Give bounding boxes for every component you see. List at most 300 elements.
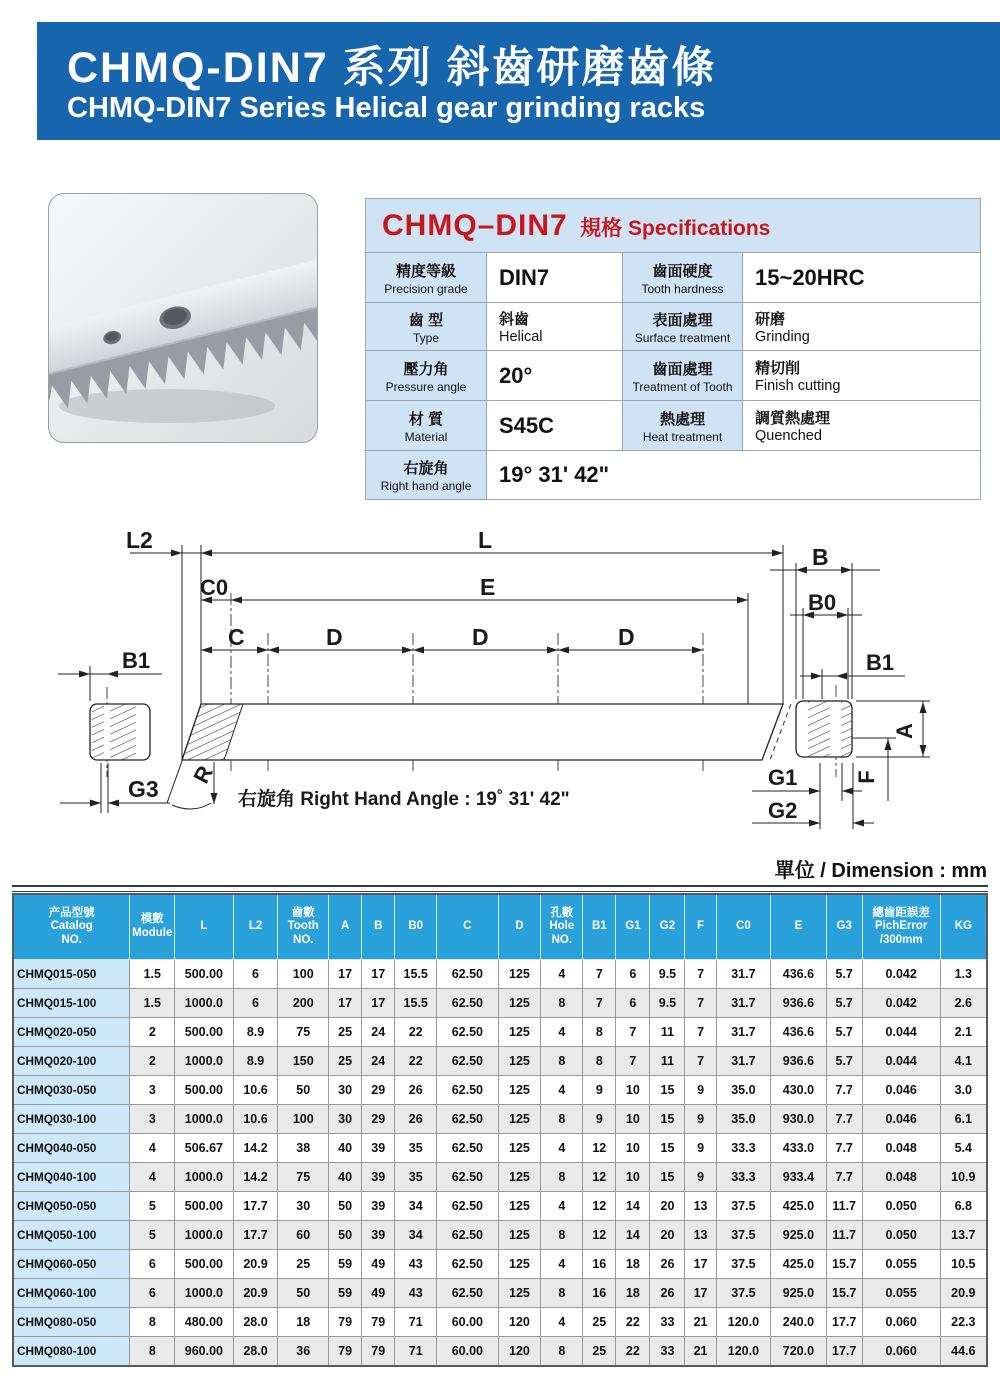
spec-label-zh: 齒面硬度 [652,262,713,280]
cell-G1: 10 [616,1076,650,1105]
cell-G1: 6 [616,960,650,989]
cell-L: 480.00 [175,1308,233,1337]
page-title-zh: CHMQ-DIN7 系列 斜齒研磨齒條 [67,44,717,92]
spec-value-precision-grade [487,253,623,303]
cell-B1: 25 [583,1337,616,1367]
cell-tooth-no: 100 [278,1105,329,1134]
cell-B0: 15.5 [395,989,437,1018]
cell-F: 7 [685,1047,716,1076]
spec-label-en: Right hand angle [380,479,472,493]
col-header-kg: KG [940,894,987,960]
cell-catalog-no: CHMQ030-100 [13,1105,130,1134]
cell-kg: 6.1 [940,1105,987,1134]
cell-B0: 22 [395,1047,437,1076]
cell-B: 24 [362,1047,395,1076]
cell-G2: 15 [650,1134,685,1163]
cell-hole-no: 8 [541,1047,583,1076]
cell-tooth-no: 75 [278,1163,329,1192]
cell-pich-error: 0.055 [862,1250,940,1279]
spec-label-type [366,303,487,351]
cell-D: 125 [498,1279,541,1308]
cell-G1: 7 [616,1047,650,1076]
cell-kg: 1.3 [940,960,987,989]
cell-G1: 6 [616,989,650,1018]
cell-G3: 11.7 [826,1221,862,1250]
cell-pich-error: 0.042 [862,960,940,989]
cell-module: 2 [130,1018,175,1047]
cell-catalog-no: CHMQ020-100 [13,1047,130,1076]
cell-C: 60.00 [437,1308,498,1337]
spec-label-en: Precision grade [384,281,468,296]
spec-label-zh: 右旋角 [403,460,449,477]
cell-C: 62.50 [437,1192,498,1221]
cell-D: 125 [498,960,541,989]
dim-label-a: A [892,723,917,739]
cell-G1: 18 [616,1250,650,1279]
cell-C: 62.50 [437,1047,498,1076]
cell-G2: 15 [650,1076,685,1105]
gear-rack-body [49,257,317,413]
cell-pich-error: 0.055 [862,1279,940,1308]
cell-B1: 8 [583,1047,616,1076]
spec-value-zh: 精切削 [755,360,801,377]
cell-F: 13 [685,1221,716,1250]
cell-A: 40 [329,1163,362,1192]
cell-tooth-no: 100 [278,960,329,989]
dim-label-g1: G1 [768,765,798,790]
table-row [13,1163,987,1192]
col-header-B0: B0 [395,894,437,960]
spec-label-zh: 壓力角 [403,360,449,378]
cell-tooth-no: 30 [278,1192,329,1221]
spec-label-en: Heat treatment [642,429,723,444]
cell-E: 436.6 [771,1018,827,1047]
cell-C: 62.50 [437,960,498,989]
cell-hole-no: 8 [541,1163,583,1192]
cell-G1: 10 [616,1163,650,1192]
cell-tooth-no: 50 [278,1279,329,1308]
dimension-diagram [0,515,1000,865]
cell-E: 933.4 [771,1163,827,1192]
table-row [13,1337,987,1367]
spec-value-text: 20° [499,362,533,388]
spec-value-heat-treatment [743,401,981,451]
cell-L: 1000.0 [175,1105,233,1134]
cell-G2: 11 [650,1047,685,1076]
table-row [13,1105,987,1134]
cell-G3: 17.7 [826,1308,862,1337]
cell-kg: 20.9 [940,1279,987,1308]
cell-F: 9 [685,1163,716,1192]
cell-tooth-no: 18 [278,1308,329,1337]
cell-B0: 43 [395,1250,437,1279]
spec-value-treatment-of-tooth [743,351,981,401]
cell-kg: 3.0 [940,1076,987,1105]
cell-catalog-no: CHMQ030-050 [13,1076,130,1105]
cell-F: 7 [685,1018,716,1047]
dim-label-b1-right: B1 [866,650,895,675]
cell-catalog-no: CHMQ040-100 [13,1163,130,1192]
dim-label-g3: G3 [128,776,159,802]
cell-A: 59 [329,1250,362,1279]
cell-module: 6 [130,1279,175,1308]
cell-catalog-no: CHMQ080-100 [13,1337,130,1367]
spec-label-en: Surface treatment [634,330,731,345]
dim-label-b0: B0 [808,590,837,615]
cell-kg: 44.6 [940,1337,987,1367]
spec-value-en: Helical [499,329,543,345]
cell-catalog-no: CHMQ020-050 [13,1018,130,1047]
cell-E: 720.0 [771,1337,827,1367]
cell-B: 29 [362,1105,395,1134]
table-row [13,1134,987,1163]
cell-pich-error: 0.042 [862,989,940,1018]
cell-L2: 6 [233,989,278,1018]
cell-C0: 120.0 [716,1337,771,1367]
cell-tooth-no: 200 [278,989,329,1018]
cell-E: 925.0 [771,1221,827,1250]
cell-F: 21 [685,1337,716,1367]
cell-C0: 35.0 [716,1105,771,1134]
cell-B0: 26 [395,1105,437,1134]
col-header-tooth-no: 齒數 Tooth NO. [278,894,329,960]
cell-A: 17 [329,989,362,1018]
cell-C0: 35.0 [716,1076,771,1105]
photo-shadow [59,389,275,423]
dim-label-e: E [480,574,496,600]
spec-value-text: 15~20HRC [755,264,865,290]
cell-hole-no: 4 [541,1134,583,1163]
cell-B: 39 [362,1163,395,1192]
cell-A: 79 [329,1337,362,1367]
cell-D: 125 [498,1076,541,1105]
cell-module: 3 [130,1105,175,1134]
cell-A: 25 [329,1047,362,1076]
right-hand-angle-note: 右旋角 Right Hand Angle : 19˚ 31' 42" [238,789,570,810]
cell-L: 1000.0 [175,1047,233,1076]
cell-B0: 22 [395,1018,437,1047]
cell-pich-error: 0.060 [862,1308,940,1337]
cell-L2: 8.9 [233,1047,278,1076]
spec-label-precision-grade [366,253,487,303]
spec-value-en: Quenched [755,428,822,444]
cell-hole-no: 4 [541,1250,583,1279]
cell-D: 125 [498,1250,541,1279]
spec-label-tooth-hardness [623,253,743,303]
cell-L: 500.00 [175,1192,233,1221]
cell-F: 9 [685,1134,716,1163]
cell-C0: 37.5 [716,1192,771,1221]
cell-kg: 13.7 [940,1221,987,1250]
cell-L: 960.00 [175,1337,233,1367]
cell-L: 1000.0 [175,989,233,1018]
table-row [13,1018,987,1047]
spec-value-type [487,303,623,351]
cell-pich-error: 0.044 [862,1018,940,1047]
cell-D: 125 [498,1163,541,1192]
cell-L2: 17.7 [233,1192,278,1221]
cell-G1: 22 [616,1337,650,1367]
cell-C: 62.50 [437,1221,498,1250]
cell-D: 125 [498,1221,541,1250]
cell-tooth-no: 60 [278,1221,329,1250]
cell-E: 433.0 [771,1134,827,1163]
col-header-B1: B1 [583,894,616,960]
dim-label-r: R [188,761,218,788]
cell-catalog-no: CHMQ015-050 [13,960,130,989]
cell-G2: 20 [650,1221,685,1250]
cell-B: 17 [362,989,395,1018]
cell-hole-no: 8 [541,1337,583,1367]
spec-value-text: DIN7 [499,264,550,290]
cell-hole-no: 4 [541,960,583,989]
cell-pich-error: 0.060 [862,1337,940,1367]
cell-G2: 11 [650,1018,685,1047]
cell-B1: 9 [583,1076,616,1105]
spec-value-en: Grinding [755,329,810,345]
cell-C0: 31.7 [716,1047,771,1076]
product-photo [48,193,318,443]
cell-C: 60.00 [437,1337,498,1367]
cell-A: 25 [329,1018,362,1047]
cell-L2: 6 [233,960,278,989]
table-row [13,1047,987,1076]
cell-pich-error: 0.050 [862,1192,940,1221]
cell-F: 9 [685,1105,716,1134]
cell-B0: 35 [395,1134,437,1163]
cell-F: 7 [685,960,716,989]
rack-end-view-right [796,701,852,757]
cell-kg: 2.1 [940,1018,987,1047]
cell-B: 39 [362,1134,395,1163]
spec-value-surface-treatment [743,303,981,351]
cell-L: 500.00 [175,1076,233,1105]
cell-E: 936.6 [771,989,827,1018]
col-header-A: A [329,894,362,960]
cell-C: 62.50 [437,989,498,1018]
cell-module: 8 [130,1308,175,1337]
spec-table [365,198,981,500]
cell-C: 62.50 [437,1134,498,1163]
spec-label-en: Treatment of Tooth [632,379,733,394]
cell-B1: 12 [583,1163,616,1192]
table-row [13,1221,987,1250]
spec-label-right-hand-angle [366,451,487,500]
cell-F: 7 [685,989,716,1018]
cell-catalog-no: CHMQ015-100 [13,989,130,1018]
spec-value-zh: 調質熱處理 [755,410,831,427]
cell-kg: 10.9 [940,1163,987,1192]
spec-value-right-hand-angle [487,451,981,500]
cell-D: 120 [498,1337,541,1367]
cell-B: 39 [362,1221,395,1250]
cell-G3: 15.7 [826,1250,862,1279]
cell-B1: 9 [583,1105,616,1134]
cell-F: 17 [685,1250,716,1279]
cell-L: 500.00 [175,960,233,989]
dim-label-g2: G2 [768,798,798,823]
cell-C0: 31.7 [716,989,771,1018]
col-header-catalog: 产品型號 Catalog NO. [13,894,130,960]
col-header-L: L [175,894,233,960]
cell-kg: 5.4 [940,1134,987,1163]
cell-L2: 14.2 [233,1163,278,1192]
cell-L: 1000.0 [175,1163,233,1192]
cell-G3: 5.7 [826,1047,862,1076]
cell-G1: 10 [616,1134,650,1163]
col-header-hole-no: 孔數 Hole NO. [541,894,583,960]
cell-module: 1.5 [130,989,175,1018]
cell-hole-no: 4 [541,1308,583,1337]
cell-G2: 15 [650,1105,685,1134]
cell-C0: 33.3 [716,1134,771,1163]
cell-tooth-no: 50 [278,1076,329,1105]
cell-hole-no: 8 [541,1279,583,1308]
cell-D: 125 [498,989,541,1018]
cell-B0: 34 [395,1221,437,1250]
cell-hole-no: 4 [541,1076,583,1105]
dim-label-c0: C0 [200,575,229,600]
cell-module: 8 [130,1337,175,1367]
cell-G1: 14 [616,1221,650,1250]
cell-D: 125 [498,1047,541,1076]
unit-note: 單位 / Dimension : mm [774,860,987,882]
cell-D: 125 [498,1105,541,1134]
col-header-C: C [437,894,498,960]
col-header-pich-error: 總齒距誤差 PichError /300mm [862,894,940,960]
cell-A: 30 [329,1076,362,1105]
divider-rule [12,885,988,892]
page-title-banner [37,22,1000,140]
cell-tooth-no: 150 [278,1047,329,1076]
cell-E: 930.0 [771,1105,827,1134]
cell-B1: 7 [583,960,616,989]
cell-G2: 9.5 [650,960,685,989]
cell-A: 50 [329,1192,362,1221]
spec-label-zh: 表面處理 [652,311,713,329]
spec-label-en: Material [404,429,448,444]
cell-pich-error: 0.048 [862,1134,940,1163]
dim-label-d: D [326,624,343,650]
specs-table [12,893,988,1367]
cell-D: 125 [498,1192,541,1221]
cell-B1: 12 [583,1221,616,1250]
dim-label-b1-left: B1 [122,648,151,673]
cell-C0: 120.0 [716,1308,771,1337]
cell-catalog-no: CHMQ060-050 [13,1250,130,1279]
cell-catalog-no: CHMQ050-100 [13,1221,130,1250]
spec-title [366,199,981,253]
cell-E: 425.0 [771,1250,827,1279]
cell-C: 62.50 [437,1018,498,1047]
cell-module: 4 [130,1134,175,1163]
spec-label-en: Tooth hardness [641,281,724,296]
cell-module: 4 [130,1163,175,1192]
dim-label-b: B [812,544,829,570]
cell-hole-no: 4 [541,1192,583,1221]
cell-G3: 5.7 [826,960,862,989]
page-title-en: CHMQ-DIN7 Series Helical gear grinding racks [67,92,706,124]
table-row [13,1308,987,1337]
cell-G3: 7.7 [826,1134,862,1163]
cell-B1: 16 [583,1250,616,1279]
table-row [13,1279,987,1308]
spec-label-zh: 熱處理 [659,410,705,428]
spec-label-surface-treatment [623,303,743,351]
col-header-E: E [771,894,827,960]
cell-B: 49 [362,1279,395,1308]
cell-D: 120 [498,1308,541,1337]
cell-F: 21 [685,1308,716,1337]
cell-pich-error: 0.048 [862,1163,940,1192]
cell-kg: 10.5 [940,1250,987,1279]
cell-L2: 8.9 [233,1018,278,1047]
rack-illustration [49,194,317,442]
spec-label-en: Pressure angle [385,379,467,394]
col-header-L2: L2 [233,894,278,960]
cell-L2: 20.9 [233,1279,278,1308]
cell-F: 9 [685,1076,716,1105]
cell-C: 62.50 [437,1105,498,1134]
cell-C0: 31.7 [716,960,771,989]
cell-C0: 37.5 [716,1279,771,1308]
col-header-B: B [362,894,395,960]
cell-A: 17 [329,960,362,989]
cell-G2: 26 [650,1250,685,1279]
cell-L: 500.00 [175,1018,233,1047]
cell-tooth-no: 36 [278,1337,329,1367]
cell-C0: 37.5 [716,1250,771,1279]
cell-G1: 22 [616,1308,650,1337]
cell-G2: 33 [650,1308,685,1337]
spec-value-pressure-angle [487,351,623,401]
cell-E: 925.0 [771,1279,827,1308]
cell-A: 50 [329,1221,362,1250]
cell-module: 5 [130,1192,175,1221]
cell-D: 125 [498,1018,541,1047]
cell-kg: 6.8 [940,1192,987,1221]
cell-B: 29 [362,1076,395,1105]
specs-table-wrap [12,893,988,1367]
cell-E: 425.0 [771,1192,827,1221]
spec-value-material [487,401,623,451]
cell-pich-error: 0.046 [862,1105,940,1134]
cell-L2: 20.9 [233,1250,278,1279]
cell-hole-no: 8 [541,1221,583,1250]
cell-G1: 7 [616,1018,650,1047]
cell-C0: 33.3 [716,1163,771,1192]
cell-module: 5 [130,1221,175,1250]
table-row [13,1076,987,1105]
col-header-D: D [498,894,541,960]
cell-B1: 16 [583,1279,616,1308]
spec-value-text: S45C [499,412,555,438]
cell-G3: 7.7 [826,1163,862,1192]
spec-label-zh: 齒面處理 [652,360,713,378]
cell-module: 2 [130,1047,175,1076]
table-row [13,989,987,1018]
cell-tooth-no: 38 [278,1134,329,1163]
cell-G2: 33 [650,1337,685,1367]
cell-G2: 26 [650,1279,685,1308]
col-header-F: F [685,894,716,960]
cell-B: 49 [362,1250,395,1279]
cell-L: 1000.0 [175,1279,233,1308]
cell-L2: 10.6 [233,1076,278,1105]
cell-G3: 5.7 [826,989,862,1018]
table-row [13,1192,987,1221]
cell-G1: 14 [616,1192,650,1221]
